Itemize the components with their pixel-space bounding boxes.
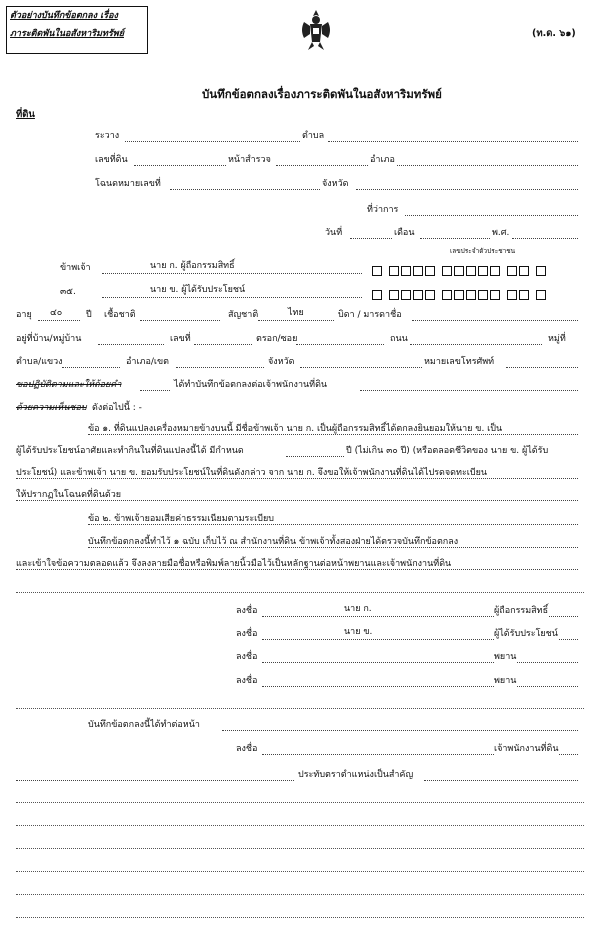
sign-label-b: ลงชื่อ (236, 629, 258, 639)
province-field[interactable] (356, 189, 578, 190)
address-label: อยู่ที่บ้าน/หมู่บ้าน (16, 334, 82, 344)
made-before-label: บันทึกข้อตกลงนี้ได้ทำต่อหน้า (88, 720, 200, 730)
we-label: ข้าพเจ้า (60, 263, 91, 273)
office-label: ที่ว่าการ (367, 205, 399, 215)
year-label: พ.ศ. (492, 228, 510, 238)
subdistrict-field[interactable] (62, 367, 120, 368)
closing-line2: และเข้าใจข้อความตลอดแล้ว จึงลงลายมือชื่อหรือพิมพ์ลายนิ้วมือไว้เป็นหลักฐานต่อหน้าพยานและเจ้าพนักงานที่ดิน (16, 559, 452, 569)
road-label: ถนน (390, 334, 408, 344)
date-field[interactable] (350, 238, 392, 239)
subdistrict-label: ตำบล/แขวง (16, 357, 63, 367)
tambon-label: ตำบล (302, 131, 325, 141)
moo-label: หมู่ที่ (548, 334, 566, 344)
party-a-id-boxes[interactable] (372, 260, 548, 279)
sign-label-a: ลงชื่อ (236, 606, 258, 616)
survey-page-label: หน้าสำรวจ (228, 155, 271, 165)
garuda-emblem-icon (298, 8, 334, 52)
title-deed-field[interactable] (170, 189, 320, 190)
amphoe-field[interactable] (397, 165, 578, 166)
sample-title-box (6, 6, 148, 54)
road-field[interactable] (410, 344, 542, 345)
land-no-label: เลขที่ดิน (95, 155, 128, 165)
closing-line1: บันทึกข้อตกลงนี้ทำไว้ ๑ ฉบับ เก็บไว้ ณ สำนักงานที่ดิน ข้าพเจ้าทั้งสองฝ่ายได้ตรวจบันทึกข้อตกลง (88, 537, 459, 547)
rawang-label: ระวาง (95, 131, 120, 141)
party-b-field[interactable] (102, 297, 362, 298)
years-label: ปี (86, 310, 92, 320)
title-deed-label: โฉนดหมายเลขที่ (95, 179, 161, 189)
witness2-label: พยาน (494, 676, 517, 686)
clause1-line1-rule (88, 434, 578, 435)
date-label: วันที่ (325, 228, 343, 238)
prov-label: จังหวัด (268, 357, 295, 367)
age-label: อายุ (16, 310, 32, 320)
section-heading: ที่ดิน (16, 109, 35, 120)
clause2: ข้อ ๒. ข้าพเจ้ายอมเสียค่าธรรมเนียมตามระเบียบ (88, 514, 274, 524)
lane-field[interactable] (296, 344, 384, 345)
nationality-value: ไทย (288, 308, 304, 318)
officer-role: เจ้าพนักงานที่ดิน (494, 744, 559, 754)
survey-page-field[interactable] (276, 165, 368, 166)
sign-label-w1: ลงชื่อ (236, 652, 258, 662)
body-line1-gap (140, 390, 170, 391)
seal-line-left (16, 780, 294, 781)
province-label: จังหวัด (322, 179, 349, 189)
seal-note: ประทับตราตำแหน่งเป็นสำคัญ (298, 770, 414, 780)
age-field[interactable] (38, 320, 80, 321)
month-field[interactable] (420, 238, 490, 239)
parent-label: บิดา / มารดาชื่อ (338, 310, 402, 320)
witness1-label: พยาน (494, 652, 517, 662)
nationality-field[interactable] (258, 320, 334, 321)
clause1-line3: ประโยชน์) และข้าพเจ้า นาย ข. ยอมรับประโยชน์ในที่ดินดังกล่าว จาก นาย ก. จึงขอให้เจ้าพนักงานที่ดินได้ไปรดจดทะเบียน (16, 468, 488, 478)
witness2-field[interactable] (262, 686, 578, 687)
party-b-name: นาย ข. ผู้ได้รับประโยชน์ (150, 285, 246, 295)
prov-field[interactable] (300, 367, 422, 368)
clause1-line3-rule (16, 478, 578, 479)
blank-line[interactable] (16, 825, 584, 826)
office-field[interactable] (405, 215, 578, 216)
party-a-field[interactable] (102, 273, 362, 274)
land-no-field[interactable] (134, 165, 226, 166)
race-field[interactable] (140, 320, 220, 321)
tambon-field[interactable] (328, 141, 578, 142)
sign-b-name: นาย ข. (344, 627, 373, 637)
address-field[interactable] (98, 344, 164, 345)
sign-label-w2: ลงชื่อ (236, 676, 258, 686)
phone-field[interactable] (506, 367, 578, 368)
clause1-years-field[interactable] (286, 456, 344, 457)
form-code: (ท.ด. ๖๑) (532, 28, 576, 39)
blank-line[interactable] (16, 848, 584, 849)
year-field[interactable] (512, 238, 578, 239)
district-field[interactable] (176, 367, 264, 368)
blank-line[interactable] (16, 917, 584, 918)
month-label: เดือน (394, 228, 415, 238)
clause2-rule (88, 524, 578, 525)
body-line2-text: ดังต่อไปนี้ : - (92, 403, 142, 413)
blank-line[interactable] (16, 802, 584, 803)
body-line1-text: ได้ทำบันทึกข้อตกลงต่อเจ้าพนักงานที่ดิน (174, 380, 328, 390)
witness1-field[interactable] (262, 662, 578, 663)
party-b-age-mark: ๓๕. (60, 287, 76, 297)
seal-line-right (424, 780, 578, 781)
body-line1-prefix: ขอปฏิบัติตามและให้ถ้อยคำ (16, 380, 122, 390)
district-label: อำเภอ/เขต (126, 357, 169, 367)
party-b-id-boxes[interactable] (372, 284, 548, 303)
blank-line[interactable] (16, 871, 584, 872)
clause1-line4: ให้ปรากฏในโฉนดที่ดินด้วย (16, 490, 122, 500)
parent-field[interactable] (412, 320, 578, 321)
blank-line[interactable] (16, 708, 584, 709)
blank-line[interactable] (16, 894, 584, 895)
closing-line1-rule (88, 547, 578, 548)
sign-a-role: ผู้ถือกรรมสิทธิ์ (494, 606, 549, 616)
age-value: ๔๐ (50, 308, 63, 318)
document-title: บันทึกข้อตกลงเรื่องภาระติดพันในอสังหาริมทรัพย์ (202, 87, 442, 101)
sign-b-role: ผู้ได้รับประโยชน์ (494, 629, 558, 639)
clause1-line4-rule (16, 500, 578, 501)
sign-a-name: นาย ก. (344, 604, 372, 614)
body-line1-field[interactable] (360, 390, 578, 391)
body-line2-prefix: ด้วยความเห็นชอบ (16, 403, 87, 413)
closing-line2-rule (16, 569, 578, 570)
phone-label: หมายเลขโทรศัพท์ (424, 357, 495, 367)
number-label: เลขที่ (170, 334, 191, 344)
made-before-field[interactable] (222, 730, 578, 731)
amphoe-label: อำเภอ (370, 155, 395, 165)
lane-label: ตรอก/ซอย (256, 334, 298, 344)
sample-title-line2: ภาระติดพันในอสังหาริมทรัพย์ (10, 29, 124, 39)
rawang-field[interactable] (125, 141, 300, 142)
clause1-line2b: ปี (ไม่เกิน ๓๐ ปี) (หรือตลอดชีวิตของ นาย ข. ผู้ได้รับ (346, 446, 549, 456)
party-a-name: นาย ก. ผู้ถือกรรมสิทธิ์ (150, 261, 235, 271)
clause1-line2a: ผู้ได้รับประโยชน์อาศัยและทำกินในที่ดินแปลงนี้ได้ มีกำหนด (16, 446, 244, 456)
race-label: เชื้อชาติ (104, 310, 136, 320)
nationality-label: สัญชาติ (228, 310, 259, 320)
clause1-line1: ข้อ ๑. ที่ดินแปลงเครื่องหมายข้างบนนี้ มีชื่อข้าพเจ้า นาย ก. เป็นผู้ถือกรรมสิทธิ์ได้ตกลงยินยอมให้นาย ข. เป็น (88, 424, 503, 434)
sample-title-line1: ตัวอย่างบันทึกข้อตกลง เรื่อง (10, 11, 118, 21)
id-number-header: เลขประจำตัวประชาชน (450, 247, 516, 255)
number-field[interactable] (194, 344, 252, 345)
blank-line[interactable] (16, 592, 584, 593)
sign-label-officer: ลงชื่อ (236, 744, 258, 754)
